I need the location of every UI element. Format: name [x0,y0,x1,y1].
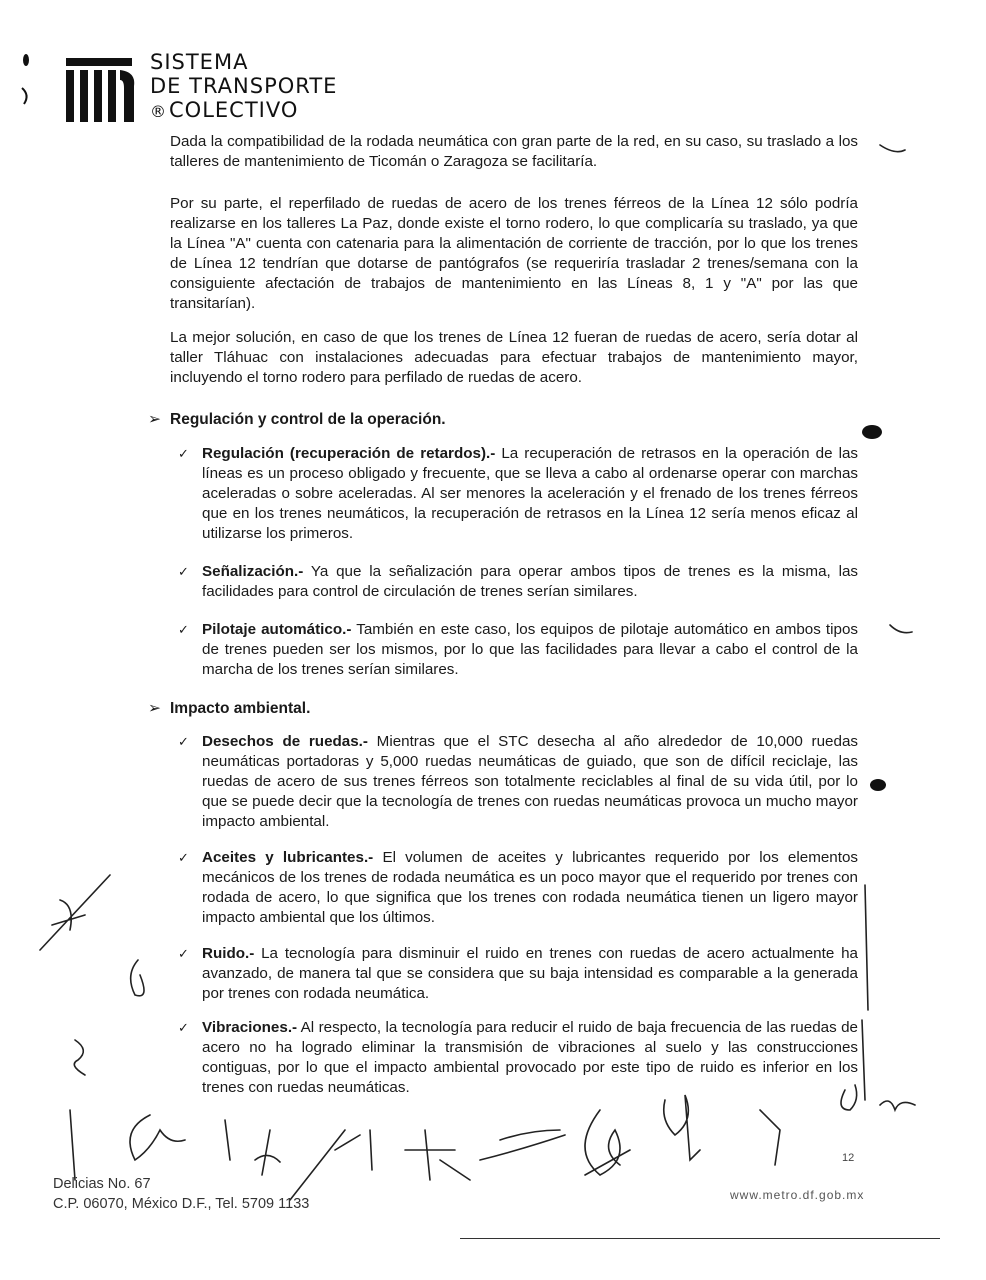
item-term: Vibraciones.- [202,1019,298,1036]
brand-name [150,50,337,124]
check-bullet-icon: ✓ [178,850,189,865]
item-term: Regulación (recuperación de retardos).- [202,445,496,462]
item-term: Aceites y lubricantes.- [202,849,374,866]
list-item-vibraciones [178,1018,858,1098]
registered-mark: ® [150,102,167,121]
brand-line-2: DE TRANSPORTE [150,74,338,98]
brand-line-3: COLECTIVO [169,98,299,122]
item-text: La recuperación de retrasos en la operación de las líneas es un proceso obligado y frecuente, que se lleva a cabo al ordenarse operar con marchas aceleradas o sobre aceleradas. Al ser menores la aceleración y el frenado de los trenes férreos que en los trenes neumáticos, la recuperación de retrasos en la Línea 12 sería menos eficaz al utilizarse los primeros. [202,445,858,542]
item-text: Mientras que el STC desecha al año alrededor de 10,000 ruedas neumáticas portadoras y 5,000 ruedas neumáticas de guiado, que son de difícil reciclaje, las ruedas de acero de sus trenes férreos son totalmente reciclables al final de su vida útil, por lo que se puede decir que la tecnología de trenes con ruedas neumáticas provoca un mucho mayor impacto ambiental. [202,733,858,830]
arrow-bullet-icon: ➢ [148,700,161,717]
item-term: Señalización.- [202,563,304,580]
paragraph-2: Por su parte, el reperfilado de ruedas de acero de los trenes férreos de la Línea 12 sólo podría realizarse en los talleres La Paz, donde existe el torno rodero, lo que complicaría su traslado, ya que la Línea "A" cuenta con catenaria para la alimentación de corriente de tracción, por lo que los trenes de Línea 12 tendrían que dotarse de pantógrafos (se requeriría trasladar 2 trenes/semana con la consiguiente afectación de trabajos de mantenimiento en las Líneas 8, 1 y "A" por las que transitarían). [170,195,858,312]
check-bullet-icon: ✓ [178,564,189,579]
list-item-desechos [178,732,858,832]
metro-logo-icon [62,50,150,126]
check-bullet-icon: ✓ [178,1020,189,1035]
list-item-senalizacion [178,562,858,602]
arrow-bullet-icon: ➢ [148,411,161,428]
footer-website-link[interactable]: www.metro.df.gob.mx [730,1188,865,1202]
section-heading-impacto [148,699,310,718]
section-title: Regulación y control de la operación. [170,411,446,428]
list-item-aceites [178,848,858,928]
footer-divider [460,1238,940,1239]
section-heading-regulation [148,410,446,429]
footer-address-line-1: Delicias No. 67 [53,1176,151,1192]
list-item-pilotaje [178,620,858,680]
page-number: 12 [842,1152,855,1164]
item-text: Ya que la señalización para operar ambos tipos de trenes es la misma, las facilidades para control de circulación de trenes serían similares. [202,563,858,600]
check-bullet-icon: ✓ [178,734,189,749]
footer-address-line-2: C.P. 06070, México D.F., Tel. 5709 1133 [53,1196,310,1212]
item-term: Pilotaje automático.- [202,621,352,638]
paragraph-1: Dada la compatibilidad de la rodada neumática con gran parte de la red, en su caso, su traslado a los talleres de mantenimiento de Ticomán o Zaragoza se facilitaría. [170,133,858,170]
check-bullet-icon: ✓ [178,946,189,961]
check-bullet-icon: ✓ [178,622,189,637]
list-item-ruido [178,944,858,1004]
item-text: La tecnología para disminuir el ruido en trenes con ruedas de acero actualmente ha avanzado, de manera tal que se considera que su baja intensidad es comparable a la generada por trenes con rodada neumática. [202,945,858,1002]
item-text: Al respecto, la tecnología para reducir el ruido de baja frecuencia de las ruedas de acero no ha logrado eliminar la transmisión de vibraciones al suelo y las construcciones contiguas, por lo que el impacto ambiental provocado por este tipo de ruido es inferior en los trenes con ruedas neumáticas. [202,1019,858,1096]
brand-line-1: SISTEMA [150,50,249,74]
item-term: Desechos de ruedas.- [202,733,368,750]
item-text: También en este caso, los equipos de pilotaje automático en ambos tipos de trenes pueden ser los mismos, por lo que las facilidades para llevar a cabo el control de la marcha de los trenes serían similares. [202,621,858,678]
list-item-regulacion [178,444,858,544]
item-text: El volumen de aceites y lubricantes requerido por los elementos mecánicos de los trenes de rodada neumática es un poco mayor que el requerido por trenes con rodada de acero, lo que significa que los trenes con rodada neumática tienen un ligero mayor impacto ambiental que los últimos. [202,849,858,926]
check-bullet-icon: ✓ [178,446,189,461]
item-term: Ruido.- [202,945,255,962]
paragraph-3: La mejor solución, en caso de que los trenes de Línea 12 fueran de ruedas de acero, sería dotar al taller Tláhuac con instalaciones adecuadas para efectuar trabajos de mantenimiento mayor, incluyendo el torno rodero para perfilado de ruedas de acero. [170,329,858,386]
section-title: Impacto ambiental. [170,700,311,717]
